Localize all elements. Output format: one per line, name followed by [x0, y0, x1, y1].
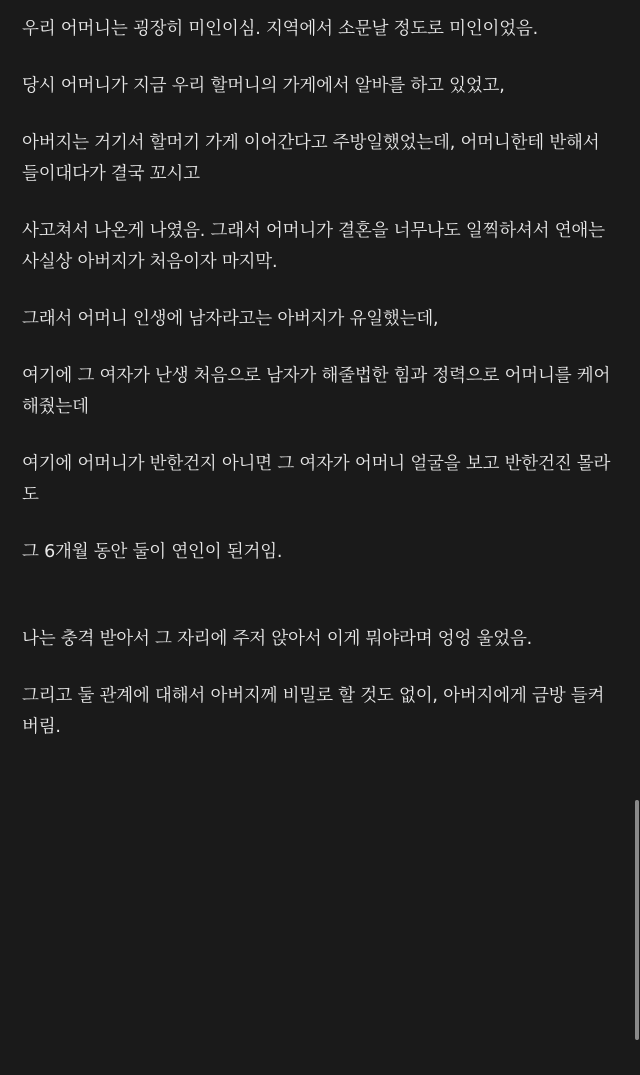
- vertical-scrollbar[interactable]: [635, 0, 640, 1075]
- paragraph: 그래서 어머니 인생에 남자라고는 아버지가 유일했는데,: [22, 309, 439, 329]
- paragraph: 사고쳐서 나온게 나였음. 그래서 어머니가 결혼을 너무나도 일찍하셔서 연애는 사실상 아버지가 처음이자 마지막.: [22, 221, 611, 272]
- paragraph: 여기에 어머니가 반한건지 아니면 그 여자가 어머니 얼굴을 보고 반한건진 몰라도: [22, 454, 611, 505]
- paragraph: 아버지는 거기서 할머기 가게 이어간다고 주방일했었는데, 어머니한테 반해서 들이대다가 결국 꼬시고: [22, 133, 605, 184]
- paragraph: 여기에 그 여자가 난생 처음으로 남자가 해줄법한 힘과 정력으로 어머니를 케어해줬는데: [22, 366, 611, 417]
- paragraph: 그 6개월 동안 둘이 연인이 된거임.: [22, 542, 283, 562]
- paragraph: 나는 충격 받아서 그 자리에 주저 앉아서 이게 뭐야라며 엉엉 울었음.: [22, 629, 533, 649]
- paragraph-container: [22, 14, 618, 743]
- paragraph: 그리고 둘 관계에 대해서 아버지께 비밀로 할 것도 없이, 아버지에게 금방 들켜버림.: [22, 686, 605, 737]
- paragraph: 우리 어머니는 굉장히 미인이심. 지역에서 소문날 정도로 미인이었음.: [22, 19, 539, 39]
- scrollbar-thumb[interactable]: [635, 800, 639, 1040]
- paragraph: 당시 어머니가 지금 우리 할머니의 가게에서 알바를 하고 있었고,: [22, 76, 505, 96]
